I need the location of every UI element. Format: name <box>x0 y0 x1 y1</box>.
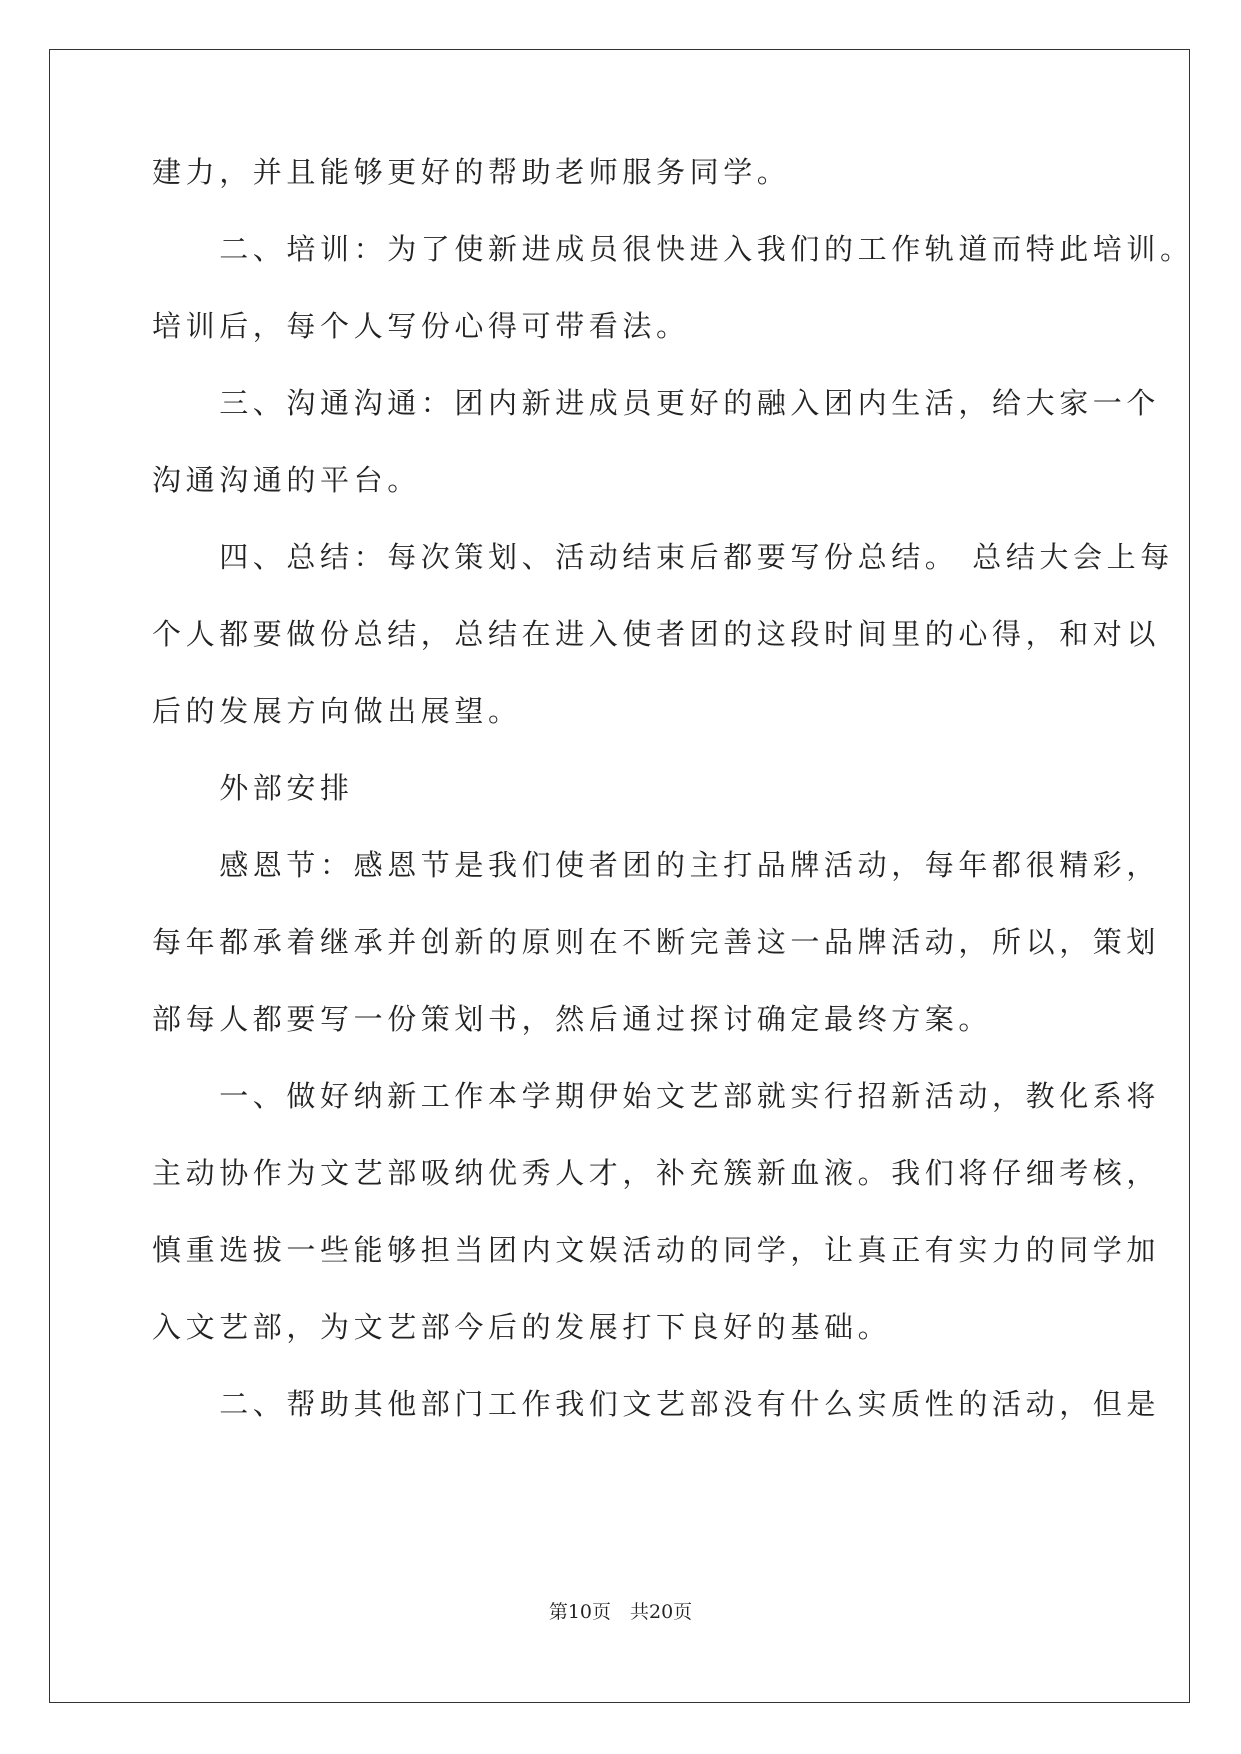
body-line: 主动协作为文艺部吸纳优秀人才，补充簇新血液。我们将仔细考核， <box>152 1156 1161 1190</box>
body-line: 二、培训：为了使新进成员很快进入我们的工作轨道而特此培训。 <box>152 232 1194 266</box>
body-line: 一、做好纳新工作本学期伊始文艺部就实行招新活动，教化系将 <box>152 1079 1161 1113</box>
body-line: 四、总结：每次策划、活动结束后都要写份总结。 总结大会上每 <box>152 540 1174 574</box>
body-line: 慎重选拔一些能够担当团内文娱活动的同学，让真正有实力的同学加 <box>152 1233 1161 1267</box>
body-line: 建力，并且能够更好的帮助老师服务同学。 <box>152 155 791 189</box>
page-number-footer: 第10页 共20页 <box>548 1601 693 1623</box>
section-heading: 外部安排 <box>152 771 354 805</box>
body-line: 入文艺部，为文艺部今后的发展打下良好的基础。 <box>152 1310 892 1344</box>
body-line: 沟通沟通的平台。 <box>152 463 421 497</box>
body-line: 三、沟通沟通：团内新进成员更好的融入团内生活，给大家一个 <box>152 386 1161 420</box>
body-line: 后的发展方向做出展望。 <box>152 694 522 728</box>
body-line: 个人都要做份总结，总结在进入使者团的这段时间里的心得，和对以 <box>152 617 1161 651</box>
body-line: 感恩节：感恩节是我们使者团的主打品牌活动，每年都很精彩， <box>152 848 1161 882</box>
body-line: 每年都承着继承并创新的原则在不断完善这一品牌活动，所以，策划 <box>152 925 1161 959</box>
body-line: 培训后，每个人写份心得可带看法。 <box>152 309 690 343</box>
body-line: 部每人都要写一份策划书，然后通过探讨确定最终方案。 <box>152 1002 993 1036</box>
body-line: 二、帮助其他部门工作我们文艺部没有什么实质性的活动，但是 <box>152 1387 1161 1421</box>
